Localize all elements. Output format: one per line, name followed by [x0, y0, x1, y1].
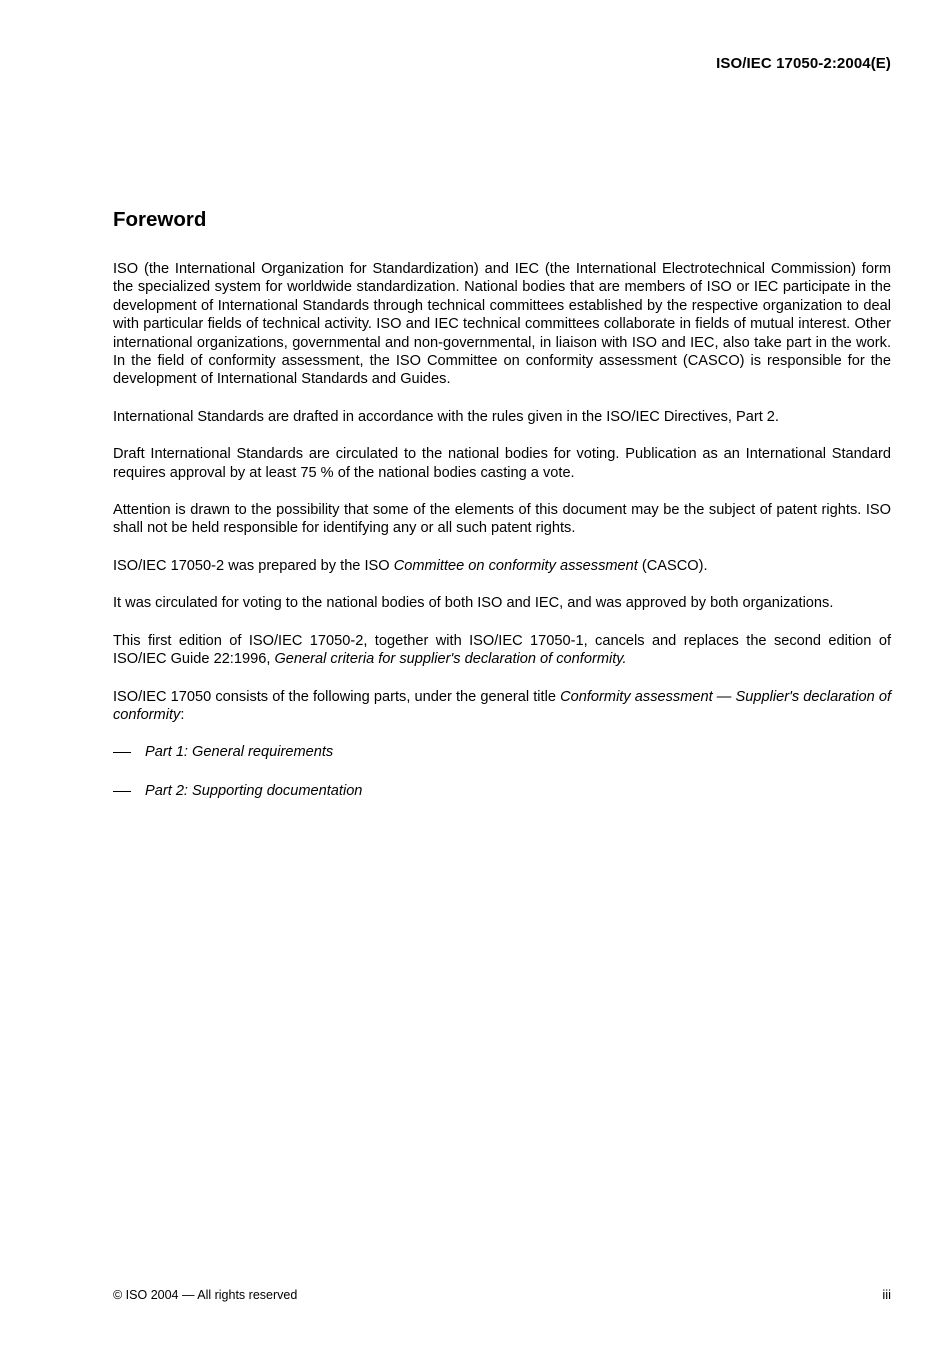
- page-number: iii: [882, 1287, 891, 1302]
- document-reference: ISO/IEC 17050-2:2004(E): [716, 55, 891, 72]
- list-item: [113, 782, 891, 800]
- paragraph-parts-intro: [113, 688, 891, 725]
- paragraph-directives: International Standards are drafted in accordance with the rules given in the ISO/IEC Directives, Part 2.: [113, 408, 779, 425]
- prepared-by-suffix: (CASCO).: [637, 557, 708, 574]
- parts-list: [113, 743, 891, 800]
- edition-text: This first edition of ISO/IEC 17050-2, together with ISO/IEC 17050-1, cancels and replaces the second edition of ISO/IEC Guide 22:1996,: [113, 632, 891, 668]
- prepared-by-text: ISO/IEC 17050-2 was prepared by the ISO: [113, 557, 394, 574]
- part-label: Part 2: Supporting documentation: [145, 782, 363, 799]
- parts-intro-text: ISO/IEC 17050 consists of the following parts, under the general title: [113, 688, 561, 705]
- list-item: [113, 743, 891, 761]
- paragraph-circulated: It was circulated for voting to the national bodies of both ISO and IEC, and was approved by both organizations.: [113, 595, 834, 612]
- paragraph-prepared-by: [113, 557, 891, 575]
- part-label: Part 1: General requirements: [145, 744, 334, 761]
- dash-bullet: [113, 791, 131, 792]
- parts-intro-suffix: :: [180, 706, 185, 723]
- general-title: Conformity assessment — Supplier's declaration of conformity: [113, 688, 892, 723]
- paragraph-patent: Attention is drawn to the possibility that some of the elements of this document may be the subject of patent rights. ISO shall not be held responsible for identifying any or all such patent rights.: [113, 502, 891, 537]
- guide-title: General criteria for supplier's declaration of conformity.: [274, 651, 627, 668]
- copyright-notice: © ISO 2004 — All rights reserved: [113, 1288, 298, 1302]
- page-title: Foreword: [113, 208, 207, 231]
- paragraph-edition: [113, 632, 891, 669]
- committee-name: Committee on conformity assessment: [393, 557, 638, 574]
- foreword-body: [113, 260, 891, 820]
- paragraph-voting: Draft International Standards are circulated to the national bodies for voting. Publication as an International Standard requires approval by at least 75 % of the national bodies casting a vote.: [113, 446, 891, 481]
- paragraph-intro: ISO (the International Organization for Standardization) and IEC (the International Electrotechnical Commission) form the specialized system for worldwide standardization. National bodies that are members of ISO or IEC participate in the development of International Standards through technical committees established by the respective organization to deal with particular fields of technical activity. ISO and IEC technical committees collaborate in fields of mutual interest. Other international organizations, governmental and non-governmental, in liaison with ISO and IEC, also take part in the work. In the field of conformity assessment, the ISO Committee on conformity assessment (CASCO) is responsible for the development of International Standards and Guides.: [113, 261, 891, 388]
- dash-bullet: [113, 752, 131, 753]
